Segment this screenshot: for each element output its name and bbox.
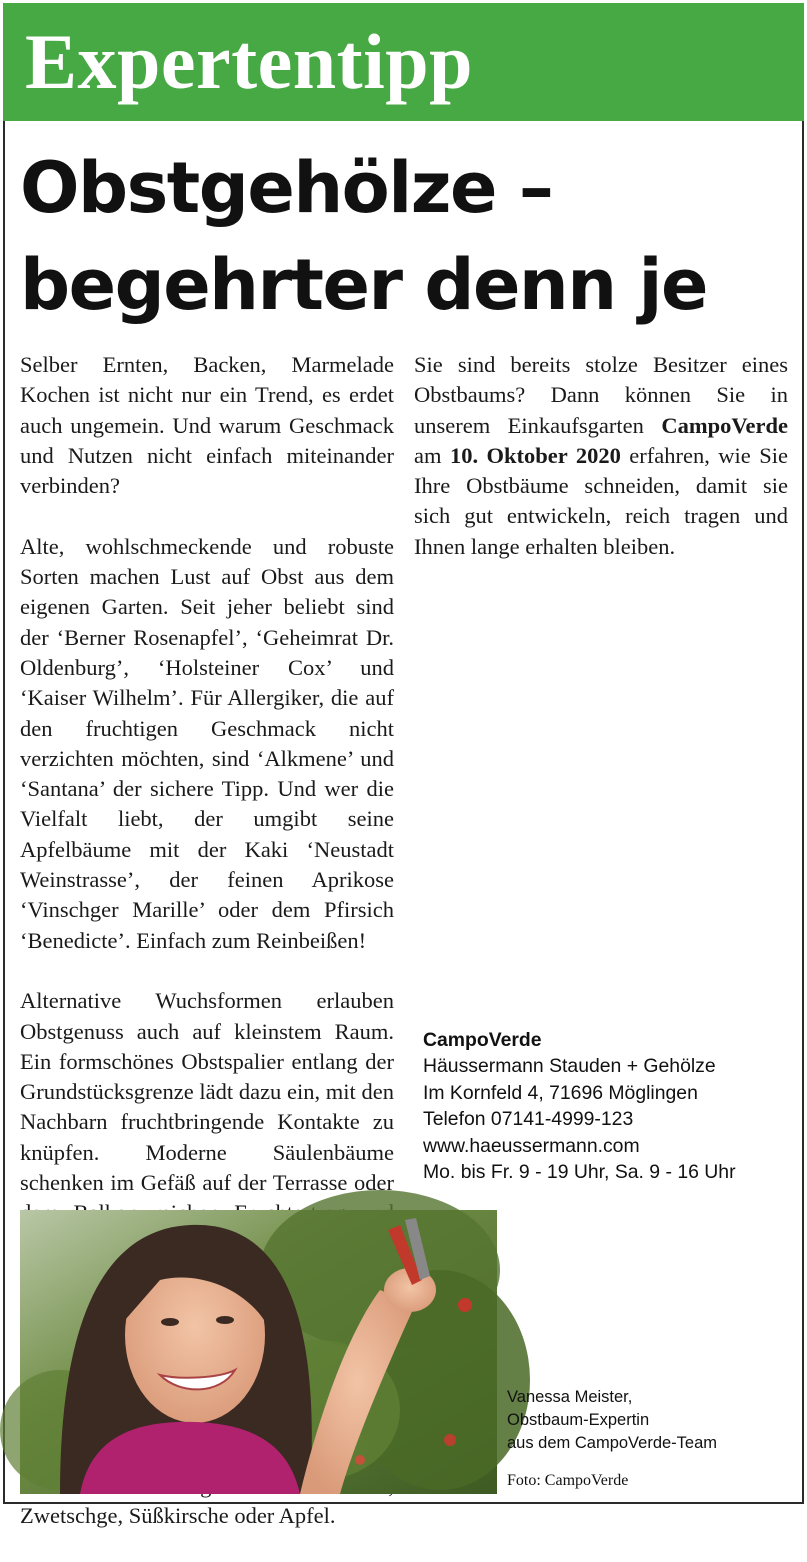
p4-text-end: erfahren, wie Sie Ihre Obstbäume schneiden, damit sie sich gut entwickeln, reich tragen und Ihnen lange erhalten bleiben. — [414, 442, 788, 559]
article-paragraph-1: Selber Ernten, Backen, Marmelade Kochen ist nicht nur ein Trend, es erdet auch ungemein. Und warum Geschmack und Nutzen nicht einfach miteinander verbinden? — [20, 352, 394, 499]
p4-event-date: 10. Oktober 2020 — [449, 442, 621, 468]
caption-line-1: Vanessa Meister, — [507, 1388, 633, 1406]
article-paragraph-3-text: Alternative Wuchsformen erlauben Obstgenuss auch auf kleinstem Raum. Ein formschönes Obstspalier entlang der Grundstücksgrenze lädt dazu ein, mit den Nachbarn fruchtbringende Kontakte zu knüpfen. Moderne Säulenbäume schenken im Gefäß auf der Terrasse oder Zwetschge, Süßkirsche oder Apfel. — [20, 988, 394, 1529]
caption-line-3: aus dem CampoVerde-Team — [507, 1434, 718, 1452]
p4-text-mid: am — [414, 442, 450, 468]
p4-text-start: Sie sind bereits stolze Besitzer eines Obstbaums? Dann können Sie in unserem Einkaufsgarten — [414, 352, 788, 438]
contact-phone: Telefon 07141-4999-123 — [423, 1108, 634, 1131]
article-paragraph-2: Alte, wohlschmeckende und robuste Sorten machen Lust auf Obst aus dem eigenen Garten. Seit jeher beliebt sind der ‘Berner Rosenapfel’, ‘Geheimrat Dr. Oldenburg’, ‘Holsteiner Cox’ und ‘Kaiser Wilhelm’. Für Allergiker, die auf den fruchtigen Geschmack nicht verzichten möchten, sind ‘Alkmene’ und ‘Santana’ der sichere Tipp. Und wer die Vielfalt liebt, der umgibt seine Apfelbäume mit der Kaki ‘Neustadt Weinstrasse’, der feinen Aprikose ‘Vinschger Marille’ oder dem Pfirsich ‘Benedicte’. Einfach zum Reinbeißen! — [20, 533, 394, 953]
contact-address: Im Kornfeld 4, 71696 Möglingen — [423, 1081, 698, 1104]
contact-hours: Mo. bis Fr. 9 - 19 Uhr, Sa. 9 - 16 Uhr — [423, 1161, 736, 1184]
expert-photo-illustration — [20, 1210, 497, 1494]
category-banner — [3, 3, 804, 121]
banner-title: Expertentipp — [25, 18, 474, 105]
headline-line-1: Obstgehölze – — [20, 147, 553, 229]
p4-brand: CampoVerde — [661, 412, 788, 438]
contact-name: CampoVerde — [423, 1029, 542, 1051]
contact-block — [423, 1027, 803, 1185]
headline-line-2: begehrter denn je — [20, 244, 707, 326]
caption-line-2: Obstbaum-Expertin — [507, 1411, 650, 1429]
headline — [20, 140, 800, 334]
article-column-right — [414, 350, 788, 592]
contact-company: Häussermann Stauden + Gehölze — [423, 1055, 716, 1078]
contact-website[interactable]: www.haeussermann.com — [423, 1134, 640, 1157]
photo-caption — [507, 1386, 797, 1455]
expert-photo — [20, 1210, 497, 1494]
article-paragraph-4 — [414, 350, 788, 562]
photo-credit: Foto: CampoVerde — [507, 1472, 629, 1489]
